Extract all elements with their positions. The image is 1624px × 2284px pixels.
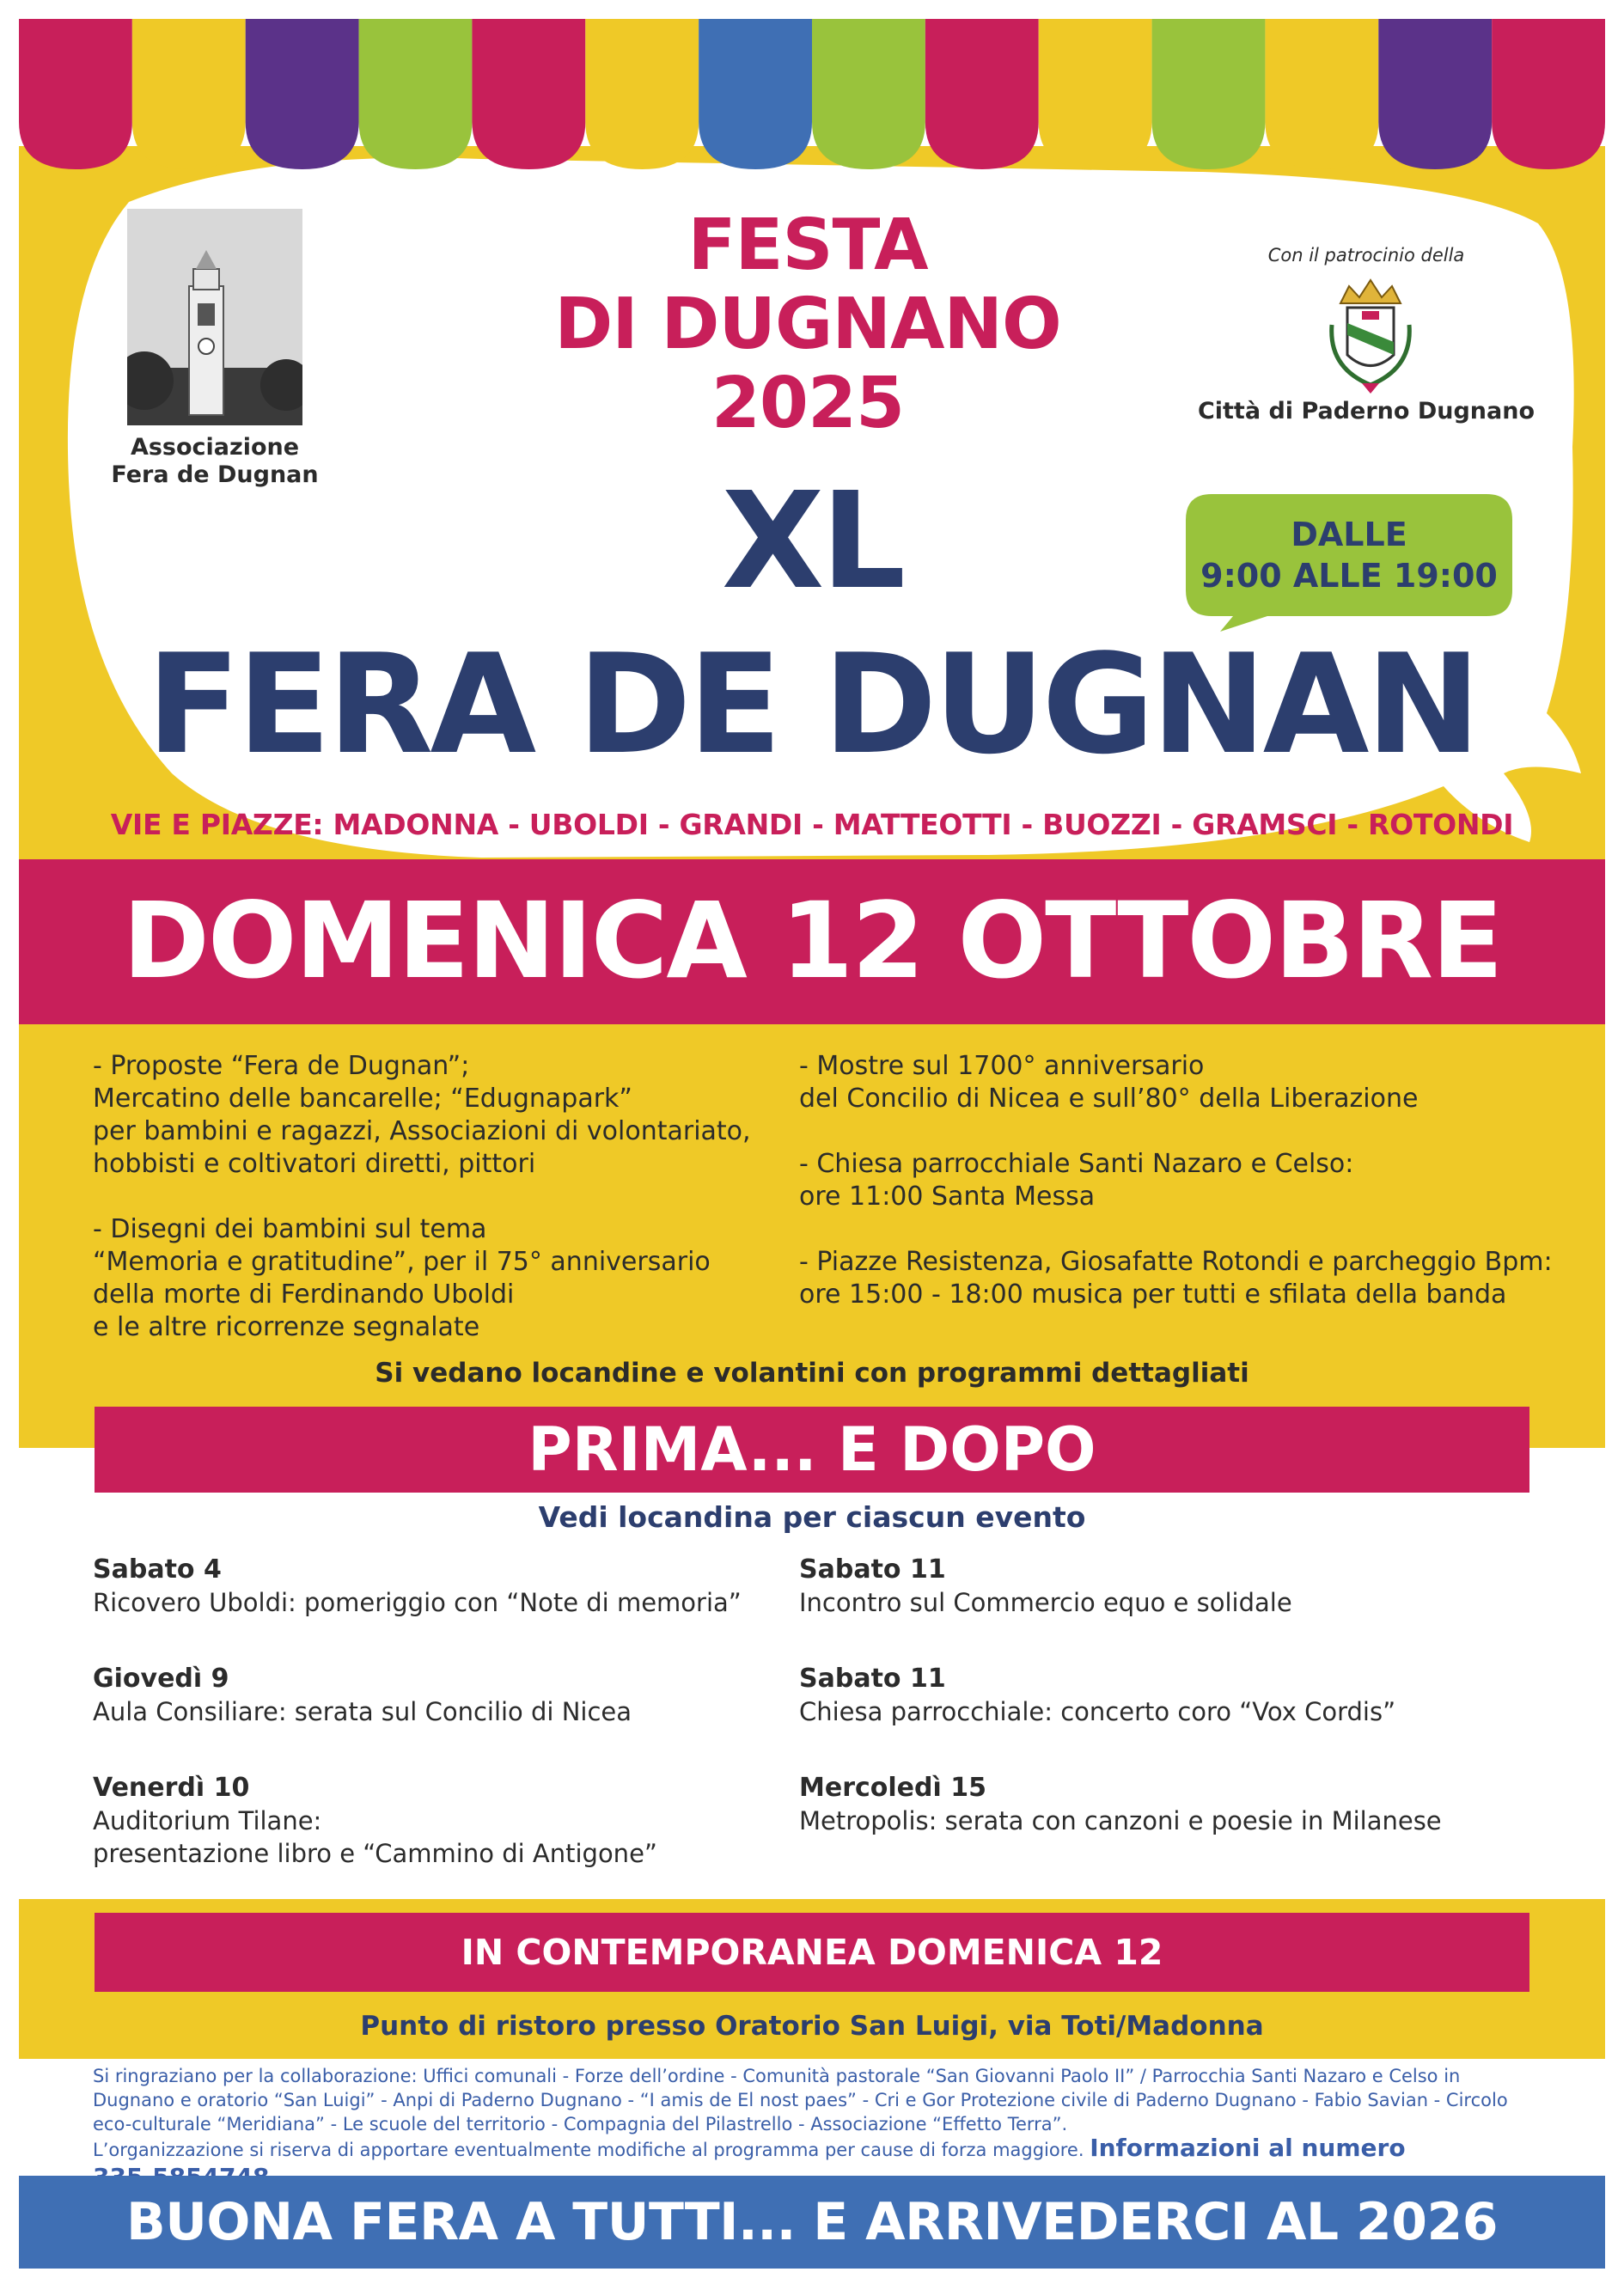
awning-stripe: [699, 19, 812, 169]
association-line2: Fera de Dugnan: [111, 461, 319, 488]
event-day: Sabato 11: [799, 1664, 946, 1694]
xl-title: XL: [721, 463, 903, 619]
event-description: Aula Consiliare: serata sul Concilio di Nicea: [93, 1697, 632, 1726]
contemporanea-title: IN CONTEMPORANEA DOMENICA 12: [461, 1932, 1163, 1973]
event-item: [93, 1663, 780, 1728]
event-description: Chiesa parrocchiale: concerto coro “Vox Cordis”: [799, 1697, 1396, 1726]
event-day: Sabato 4: [93, 1554, 222, 1585]
event-item: [799, 1663, 1572, 1728]
hours-line1: DALLE: [1291, 516, 1407, 553]
fera-de-dugnan-title: FERA DE DUGNAN: [146, 624, 1478, 785]
awning-stripe: [246, 19, 359, 169]
organization-disclaimer: L’organizzazione si riserva di apportare eventualmente modifiche al programma per cause di forza maggiore.: [93, 2140, 1084, 2160]
event-day: Mercoledì 15: [799, 1773, 986, 1803]
date-banner-text: DOMENICA 12 OTTOBRE: [122, 880, 1502, 1002]
awning-stripe: [1039, 19, 1152, 169]
refreshment-point: Punto di ristoro presso Oratorio San Luigi, via Toti/Madonna: [360, 2011, 1264, 2042]
city-coat-of-arms-icon: [1323, 273, 1418, 400]
awning-stripe: [585, 19, 699, 169]
awning-stripe: [1492, 19, 1605, 169]
association-line1: Associazione: [130, 434, 300, 461]
awning-stripe: [132, 19, 246, 169]
bottom-banner-text: BUONA FERA A TUTTI... E ARRIVEDERCI AL 2026: [125, 2192, 1499, 2252]
event-item: [93, 1772, 780, 1870]
bell-tower-icon: [127, 209, 302, 425]
patronage-city: Città di Paderno Dugnano: [1197, 398, 1535, 424]
awning-stripe: [1152, 19, 1266, 169]
festa-line2: DI DUGNANO: [554, 284, 1061, 365]
event-description: Incontro sul Commercio equo e solidale: [799, 1588, 1292, 1617]
event-item: [93, 1554, 780, 1619]
awning-stripe: [472, 19, 585, 169]
church-tower-photo: [127, 209, 302, 425]
program-right: - Mostre sul 1700° anniversario del Concilio di Nicea e sull’80° della Liberazione - Chiesa parrocchiale Santi Nazaro e Celso: ore 11:00 Santa Messa - Piazze Resistenza, Giosafatte Rotondi e parcheggio Bpm: ore 15:00 - 18:00 musica per tutti e sfilata della banda: [799, 1051, 1553, 1310]
info-phone: Informazioni al numero: [1090, 2134, 1406, 2162]
awning-stripes: [19, 19, 1605, 172]
awning-stripe: [1265, 19, 1378, 169]
see-flyers-note: Si vedano locandine e volantini con programmi dettagliati: [375, 1358, 1249, 1389]
awning-stripe: [812, 19, 925, 169]
event-description: Metropolis: serata con canzoni e poesie in Milanese: [799, 1806, 1442, 1835]
acknowledgements: Si ringraziano per la collaborazione: Uffici comunali - Forze dell’ordine - Comunità pastorale “San Giovanni Paolo II” / Parrocchia Santi Nazaro e Celso in Dugnano e oratorio “San Luigi” - Anpi di Paderno Dugnano - “I amis de El nost paes” - Cri e Gor Protezione civile di Paderno Dugnano - Fabio Savian - Circolo eco-culturale “Meridiana” - Le scuole del territorio - Compagnia del Pilastrello - Associazione “Effetto Terra”.: [93, 2066, 1508, 2134]
event-day: Sabato 11: [799, 1554, 946, 1585]
festa-title: [481, 206, 1134, 443]
hours-line2: 9:00 ALLE 19:00: [1200, 557, 1498, 595]
event-description: Ricovero Uboldi: pomeriggio con “Note di memoria”: [93, 1588, 742, 1617]
festa-year: 2025: [711, 363, 905, 444]
event-item: [799, 1772, 1572, 1837]
awning-stripe: [359, 19, 473, 169]
streets-list: VIE E PIAZZE: MADONNA - UBOLDI - GRANDI - MATTEOTTI - BUOZZI - GRAMSCI - ROTONDI: [110, 808, 1514, 841]
awning-stripe: [19, 19, 132, 169]
event-day: Giovedì 9: [93, 1664, 229, 1694]
prima-e-dopo-subtitle: Vedi locandina per ciascun evento: [538, 1500, 1086, 1534]
patronage-intro: Con il patrocinio della: [1267, 245, 1465, 266]
prima-e-dopo-title: PRIMA... E DOPO: [528, 1414, 1096, 1485]
awning-stripe: [925, 19, 1039, 169]
event-item: [799, 1554, 1572, 1619]
event-day: Venerdì 10: [93, 1773, 250, 1803]
festa-line1: FESTA: [687, 205, 928, 286]
awning-stripe: [1378, 19, 1492, 169]
program-left: - Proposte “Fera de Dugnan”; Mercatino delle bancarelle; “Edugnapark” per bambini e ragazzi, Associazioni di volontariato, hobbisti e coltivatori diretti, pittori - Disegni dei bambini sul tema “Memoria e gratitudine”, per il 75° anniversario della morte di Ferdinando Uboldi e le altre ricorrenze segnalate: [93, 1051, 751, 1342]
hours-text: [1186, 514, 1512, 596]
event-description: Auditorium Tilane: presentazione libro e “Cammino di Antigone”: [93, 1806, 657, 1868]
